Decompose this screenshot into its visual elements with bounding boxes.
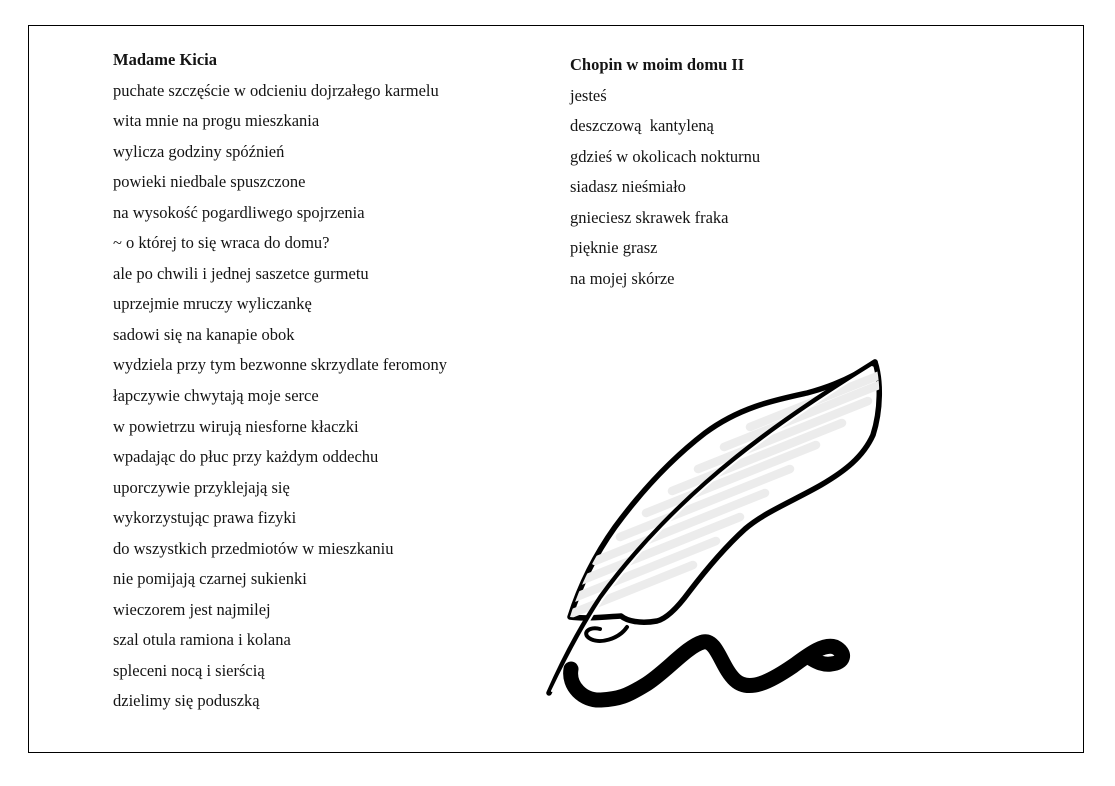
poem-line: powieki niedbale spuszczone xyxy=(113,172,306,192)
quill-pen-illustration xyxy=(535,345,890,720)
poem-chopin-w-moim-domu xyxy=(570,50,990,294)
poem-line: deszczową kantyleną xyxy=(570,116,714,136)
poem-line: do wszystkich przedmiotów w mieszkaniu xyxy=(113,538,394,558)
poem-title: Chopin w moim domu II xyxy=(570,55,745,74)
poem-line: wieczorem jest najmilej xyxy=(113,599,271,619)
poem-line: uporczywie przyklejają się xyxy=(113,477,290,497)
poem-line: jesteś xyxy=(570,85,607,105)
poem-line: wydziela przy tym bezwonne skrzydlate feromony xyxy=(113,355,448,375)
poem-line: na wysokość pogardliwego spojrzenia xyxy=(113,202,365,222)
poem-madame-kicia xyxy=(113,45,533,717)
poem-line: wylicza godziny spóźnień xyxy=(113,141,285,161)
poem-line: na mojej skórze xyxy=(570,268,675,288)
poem-title: Madame Kicia xyxy=(113,50,218,69)
feather-curl xyxy=(586,627,627,641)
poem-line: wykorzystując prawa fizyki xyxy=(113,508,297,528)
poem-line: puchate szczęście w odcieniu dojrzałego karmelu xyxy=(113,80,439,100)
feather-stripes xyxy=(535,359,890,633)
ink-squiggle xyxy=(571,642,843,700)
poem-line: ale po chwili i jednej saszetce gurmetu xyxy=(113,263,369,283)
poem-line: szal otula ramiona i kolana xyxy=(113,630,291,650)
poem-line: ~ o której to się wraca do domu? xyxy=(113,233,330,253)
poem-line: wpadając do płuc przy każdym oddechu xyxy=(113,447,379,467)
poem-line: nie pomijają czarnej sukienki xyxy=(113,569,307,589)
poem-line: siadasz nieśmiało xyxy=(570,177,686,197)
poem-line: wita mnie na progu mieszkania xyxy=(113,111,320,131)
poem-line: uprzejmie mruczy wyliczankę xyxy=(113,294,312,314)
poem-line: sadowi się na kanapie obok xyxy=(113,324,295,344)
poem-line: pięknie grasz xyxy=(570,238,658,258)
poem-line: gdzieś w okolicach nokturnu xyxy=(570,146,761,166)
poem-line: łapczywie chwytają moje serce xyxy=(113,386,319,406)
poem-line: gnieciesz skrawek fraka xyxy=(570,207,729,227)
poem-line: dzielimy się poduszką xyxy=(113,691,260,711)
poem-line: spleceni nocą i sierścią xyxy=(113,660,265,680)
poem-line: w powietrzu wirują niesforne kłaczki xyxy=(113,416,359,436)
